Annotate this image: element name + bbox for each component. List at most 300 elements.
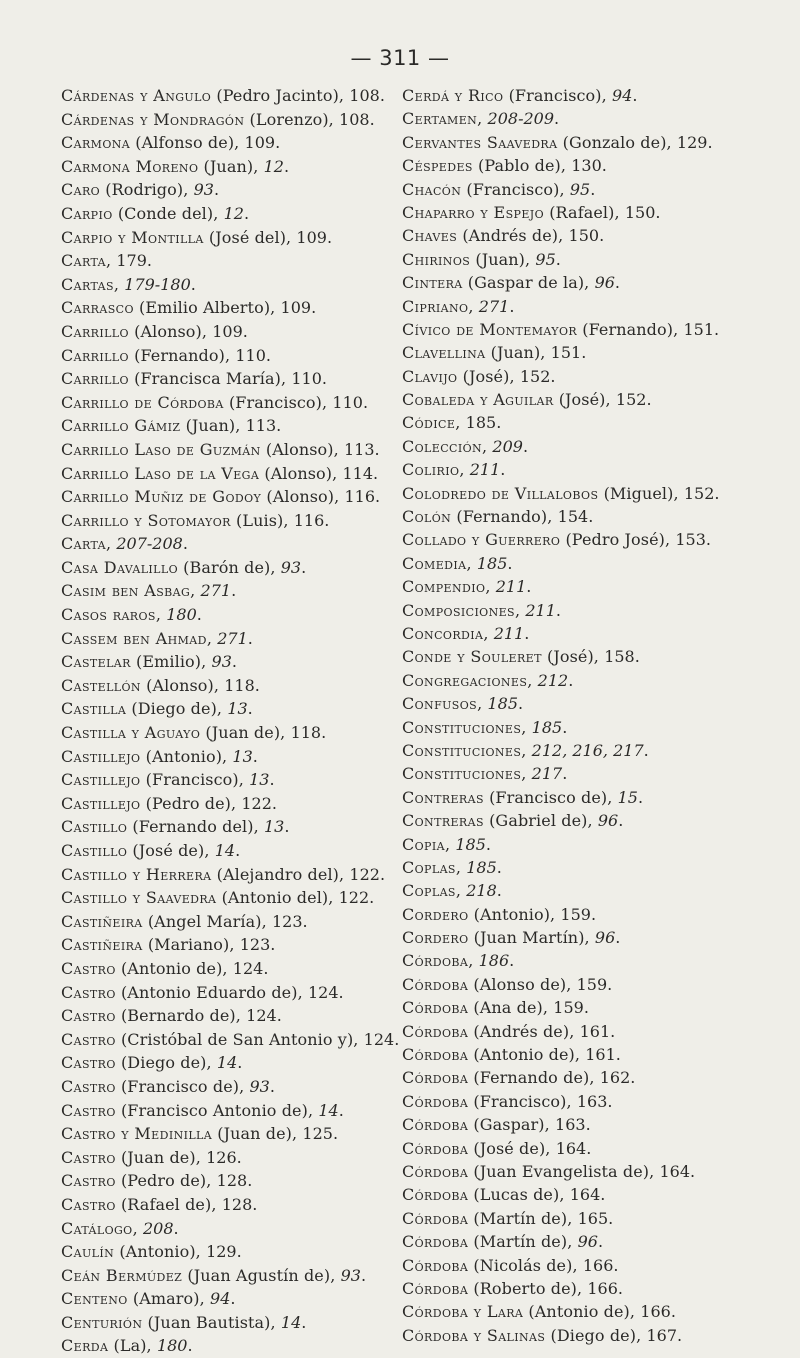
index-entry	[61, 226, 433, 250]
entry-page-ref: 211	[495, 577, 527, 597]
index-entry	[61, 1075, 433, 1099]
entry-end-punctuation: .	[196, 605, 202, 625]
entry-page-ref: 161	[579, 1021, 611, 1041]
entry-detail: (Juan),	[198, 156, 264, 176]
index-entry	[61, 1146, 433, 1170]
entry-name: Colirio	[402, 460, 460, 480]
index-entry	[61, 650, 433, 674]
entry-end-punctuation: .	[590, 179, 596, 199]
entry-page-ref: 109	[280, 298, 312, 318]
entry-page-ref: 152	[683, 483, 715, 503]
entry-end-punctuation: .	[362, 392, 369, 412]
entry-page-ref: 167	[646, 1325, 677, 1345]
entry-name: Castro y Medinilla	[61, 1124, 213, 1144]
entry-detail: ,	[132, 1218, 143, 1238]
entry-detail: (Amaro),	[127, 1289, 211, 1309]
entry-detail: (Fernando),	[577, 319, 684, 339]
index-entry	[402, 1254, 787, 1277]
entry-name: Catálogo	[61, 1218, 133, 1238]
entry-name: Carrillo Gámiz	[61, 416, 181, 436]
entry-name: Concordia	[402, 623, 484, 643]
index-entry	[402, 411, 787, 434]
entry-end-punctuation: .	[275, 133, 281, 153]
entry-detail: (Andrés de),	[468, 1021, 580, 1041]
index-entry	[402, 903, 787, 926]
entry-end-punctuation: .	[634, 647, 640, 667]
entry-detail: (Angel María),	[142, 911, 272, 931]
entry-page-ref: 124	[307, 982, 339, 1002]
entry-end-punctuation: .	[583, 998, 589, 1018]
entry-end-punctuation: .	[655, 202, 661, 222]
entry-detail: (Luis),	[230, 510, 294, 530]
index-entry	[61, 697, 433, 721]
entry-name: Colección	[402, 436, 483, 456]
entry-end-punctuation: .	[332, 1124, 339, 1144]
entry-name: Castro	[61, 1100, 116, 1120]
index-entry	[402, 1324, 787, 1347]
entry-detail: (Alejandro del),	[211, 864, 350, 884]
index-entry	[402, 505, 787, 528]
entry-end-punctuation: .	[369, 888, 375, 908]
entry-page-ref: 150	[624, 202, 656, 222]
index-entry	[402, 271, 787, 294]
entry-page-ref: 96	[597, 811, 619, 831]
entry-detail: (Alonso),	[260, 439, 344, 459]
entry-name: Casa Davalillo	[61, 557, 178, 577]
entry-detail: (Rafael),	[544, 202, 625, 222]
entry-page-ref: 12	[263, 156, 284, 176]
entry-end-punctuation: .	[338, 1100, 344, 1120]
entry-name: Córdoba	[402, 1208, 469, 1228]
index-entry	[402, 949, 787, 972]
entry-name: Chacón	[402, 179, 462, 199]
index-entry	[61, 1334, 433, 1358]
entry-detail: (Juan Agustín de),	[182, 1265, 341, 1285]
index-entry	[402, 1300, 787, 1323]
index-entry	[402, 645, 787, 668]
entry-page-ref: 185	[455, 834, 486, 854]
entry-end-punctuation: .	[617, 1278, 623, 1298]
entry-end-punctuation: .	[522, 436, 529, 456]
entry-detail: (José de),	[127, 841, 215, 860]
entry-name: Casim ben Asbag	[61, 581, 191, 601]
entry-end-punctuation: .	[265, 345, 271, 365]
entry-end-punctuation: .	[597, 1232, 604, 1252]
entry-page-ref: 118	[290, 723, 322, 743]
entry-detail: (Antonio de),	[523, 1302, 641, 1322]
index-entry	[402, 669, 787, 692]
entry-end-punctuation: .	[231, 581, 237, 601]
entry-page-ref: 108	[339, 109, 370, 129]
entry-name: Coplas	[402, 881, 456, 901]
index-entry	[61, 556, 433, 580]
entry-name: Chaves	[402, 226, 458, 246]
index-entry	[61, 462, 433, 486]
index-entry	[61, 202, 433, 226]
entry-end-punctuation: .	[601, 156, 607, 176]
entry-page-ref: 110	[291, 369, 322, 389]
entry-name: Collado y Guerrero	[402, 530, 561, 550]
entry-end-punctuation: .	[586, 1138, 592, 1158]
entry-name: Contreras	[402, 811, 484, 831]
entry-detail: ,	[483, 623, 494, 643]
entry-detail: (Alfonso de),	[130, 133, 245, 153]
entry-end-punctuation: .	[252, 1194, 258, 1214]
entry-detail: (Fernando de),	[468, 1068, 600, 1088]
page-number: — 311 —	[350, 46, 450, 70]
index-entry	[402, 926, 787, 949]
index-entry	[402, 482, 787, 505]
entry-end-punctuation: .	[632, 86, 638, 105]
entry-end-punctuation: .	[500, 460, 506, 480]
entry-page-ref: 128	[221, 1194, 253, 1214]
entry-name: Córdoba	[402, 1138, 469, 1158]
entry-end-punctuation: .	[518, 694, 524, 714]
entry-page-ref: 116	[293, 510, 325, 530]
entry-page-ref: 163	[576, 1091, 608, 1111]
entry-end-punctuation: .	[707, 132, 713, 152]
index-entry	[61, 532, 433, 556]
entry-end-punctuation: .	[242, 321, 248, 341]
entry-page-ref: 218	[466, 881, 497, 901]
entry-detail: (Conde del),	[112, 203, 224, 223]
entry-page-ref: 164	[555, 1138, 587, 1158]
index-entry	[61, 84, 433, 108]
entry-name: Castro	[61, 1194, 116, 1214]
entry-page-ref: 114	[342, 463, 374, 483]
entry-detail: (Pedro José),	[560, 530, 676, 550]
entry-page-ref: 209	[492, 436, 523, 456]
entry-end-punctuation: .	[509, 951, 515, 971]
entry-end-punctuation: .	[236, 1147, 242, 1167]
entry-page-ref: 186	[478, 951, 510, 971]
entry-detail: ,	[455, 413, 466, 433]
entry-detail: (Juan),	[180, 416, 246, 436]
index-entry	[402, 692, 787, 715]
entry-name: Córdoba	[402, 1045, 469, 1065]
entry-name: Castro	[61, 982, 116, 1002]
entry-page-ref: 159	[576, 974, 608, 994]
entry-end-punctuation: .	[243, 203, 250, 223]
entry-name: Córdoba	[402, 1278, 469, 1298]
entry-name: Cárdenas y Mondragón	[61, 109, 245, 129]
entry-detail: ,	[468, 296, 479, 316]
entry-detail: (Alonso de),	[468, 974, 577, 994]
entry-name: Castillo y Saavedra	[61, 888, 217, 908]
entry-name: Carrillo Laso de la Vega	[61, 463, 260, 483]
index-column-left	[61, 84, 433, 1358]
index-entry	[61, 1122, 433, 1146]
entry-page-ref: 96	[577, 1232, 598, 1252]
entry-name: Castilla	[61, 699, 127, 719]
index-entry	[402, 716, 787, 739]
entry-page-ref: 96	[594, 928, 616, 948]
index-entry	[402, 435, 787, 458]
entry-page-ref: 109	[244, 133, 276, 153]
entry-page-ref: 271	[478, 296, 510, 316]
entry-name: Castro	[61, 1147, 116, 1167]
entry-page-ref: 124	[232, 958, 264, 978]
entry-detail: (Antonio del),	[216, 888, 339, 908]
entry-page-ref: 122	[338, 888, 370, 908]
entry-end-punctuation: .	[496, 881, 502, 901]
entry-name: Composiciones	[402, 600, 515, 620]
entry-detail: ,	[113, 274, 125, 294]
entry-name: Carrillo y Sotomayor	[61, 510, 231, 530]
index-entry	[61, 603, 433, 627]
entry-page-ref: 93	[211, 652, 232, 672]
entry-end-punctuation: .	[555, 600, 562, 620]
index-entry	[402, 295, 787, 318]
entry-name: Clavellina	[402, 343, 486, 363]
entry-page-ref: 108	[349, 86, 380, 105]
entry-page-ref: 113	[245, 416, 277, 436]
entry-name: Chaparro y Espejo	[402, 202, 545, 222]
entry-detail: (Emilio Alberto),	[133, 298, 281, 318]
entry-name: Chirinos	[402, 249, 471, 269]
entry-page-ref: 166	[587, 1278, 618, 1298]
entry-name: Castiñeira	[61, 935, 143, 955]
entry-name: Castillo	[61, 817, 128, 837]
entry-detail: (Barón de),	[178, 557, 281, 577]
entry-name: Colón	[402, 507, 452, 527]
entry-page-ref: 14	[280, 1312, 302, 1332]
entry-detail: (José del),	[203, 227, 297, 247]
entry-detail: ,	[521, 740, 532, 760]
entry-detail: (Miguel),	[598, 483, 684, 503]
entry-name: Códice	[402, 413, 456, 433]
index-entry	[61, 674, 433, 698]
entry-detail: (José),	[553, 390, 616, 410]
entry-end-punctuation: .	[247, 628, 253, 648]
entry-page-ref: 152	[615, 390, 647, 410]
entry-end-punctuation: .	[375, 487, 381, 507]
entry-end-punctuation: .	[607, 1091, 613, 1111]
entry-detail: (Roberto de),	[468, 1278, 588, 1298]
entry-name: Cipriano	[402, 296, 469, 316]
entry-end-punctuation: .	[608, 1208, 614, 1228]
entry-name: Cervantes Saavedra	[402, 132, 558, 152]
entry-name: Cordero	[402, 904, 469, 924]
index-entry	[61, 249, 433, 273]
entry-detail: (José),	[541, 647, 605, 667]
index-entry	[402, 1043, 787, 1066]
entry-end-punctuation: .	[276, 416, 282, 436]
entry-end-punctuation: .	[550, 366, 556, 386]
entry-detail: ,	[468, 951, 479, 971]
index-entry	[61, 178, 433, 202]
entry-name: Casos raros	[61, 605, 156, 625]
entry-detail: (Francisco),	[503, 86, 613, 105]
entry-name: Córdoba	[402, 1232, 469, 1252]
entry-name: Cintera	[402, 273, 463, 293]
entry-name: Constituciones	[402, 764, 522, 784]
entry-detail: (Juan),	[485, 343, 551, 363]
entry-detail: ,	[521, 764, 532, 784]
entry-name: Cassem ben Ahmad	[61, 628, 207, 648]
entry-detail: ,	[206, 628, 218, 648]
entry-name: Cerda	[61, 1336, 109, 1356]
entry-detail: ,	[190, 581, 201, 601]
entry-name: Córdoba	[402, 951, 469, 971]
entry-detail: (Diego de),	[545, 1325, 647, 1345]
index-entry	[402, 458, 787, 481]
entry-detail: (Emilio),	[130, 652, 212, 672]
entry-page-ref: 96	[594, 273, 615, 293]
entry-detail: (Francisco),	[140, 770, 250, 790]
entry-detail: (Mariano),	[142, 935, 240, 955]
entry-detail: (Francisco de),	[115, 1076, 250, 1096]
entry-detail: (Antonio de),	[115, 958, 233, 978]
entry-end-punctuation: .	[670, 1302, 676, 1322]
entry-end-punctuation: .	[394, 1029, 400, 1049]
entry-name: Carrillo Muñiz de Godoy	[61, 487, 262, 507]
index-entry	[61, 1051, 433, 1075]
index-entry	[61, 155, 433, 179]
entry-end-punctuation: .	[613, 1255, 619, 1275]
entry-end-punctuation: .	[618, 811, 624, 831]
entry-name: Cerdá y Rico	[402, 86, 504, 105]
index-entry	[402, 833, 787, 856]
entry-end-punctuation: .	[526, 577, 532, 597]
index-entry	[61, 131, 433, 155]
entry-page-ref: 124	[363, 1029, 395, 1049]
entry-name: Colodredo de Villalobos	[402, 483, 599, 503]
entry-detail: ,	[485, 577, 496, 597]
entry-end-punctuation: .	[646, 390, 652, 410]
index-entry	[402, 1183, 787, 1206]
entry-detail: ,	[477, 694, 488, 714]
index-entry	[61, 296, 433, 320]
entry-page-ref: 109	[212, 321, 243, 341]
entry-end-punctuation: .	[237, 1053, 243, 1073]
index-entry	[402, 996, 787, 1019]
index-column-right	[402, 84, 787, 1347]
entry-name: Córdoba	[402, 998, 469, 1018]
index-entry	[61, 414, 433, 438]
entry-page-ref: 13	[263, 817, 285, 837]
entry-detail: (Antonio),	[468, 904, 561, 924]
entry-page-ref: 166	[582, 1255, 614, 1275]
entry-detail: ,	[482, 436, 493, 456]
entry-page-ref: 130	[571, 156, 602, 176]
entry-detail: ,	[455, 881, 467, 901]
entry-page-ref: 159	[560, 904, 591, 924]
entry-end-punctuation: .	[485, 834, 491, 854]
index-entry	[402, 1090, 787, 1113]
entry-detail: ,	[477, 109, 488, 129]
entry-page-ref: 179	[116, 251, 147, 271]
entry-page-ref: 128	[216, 1171, 248, 1191]
entry-name: Caulín	[61, 1242, 115, 1262]
entry-page-ref: 124	[246, 1006, 277, 1026]
index-entry	[402, 1160, 787, 1183]
entry-name: Carrillo	[61, 321, 129, 341]
entry-detail: (Alonso),	[140, 675, 225, 695]
entry-end-punctuation: .	[637, 787, 644, 807]
entry-end-punctuation: .	[507, 553, 513, 573]
entry-name: Castilla y Aguayo	[61, 723, 201, 743]
entry-detail: (Antonio),	[140, 746, 233, 766]
entry-detail: (Rafael de),	[115, 1194, 222, 1214]
entry-detail: (Diego de),	[126, 699, 228, 719]
entry-end-punctuation: .	[496, 857, 502, 877]
entry-detail: (Francisco Antonio de),	[115, 1100, 319, 1120]
entry-page-ref: 151	[683, 319, 715, 339]
entry-detail: (Martín de),	[468, 1208, 578, 1228]
entry-page-ref: 118	[224, 675, 255, 695]
entry-page-ref: 113	[343, 439, 375, 459]
entry-name: Castro	[61, 1171, 116, 1191]
entry-detail: (Diego de),	[115, 1053, 217, 1073]
entry-name: Centurión	[61, 1312, 143, 1332]
entry-page-ref: 151	[550, 343, 582, 363]
entry-detail: (Ana de),	[468, 998, 554, 1018]
entry-detail: (Lorenzo),	[244, 109, 340, 129]
entry-page-ref: 123	[271, 911, 303, 931]
entry-name: Castillejo	[61, 793, 141, 813]
entry-page-ref: 122	[349, 864, 380, 884]
entry-end-punctuation: .	[338, 982, 344, 1002]
entry-end-punctuation: .	[585, 1115, 591, 1135]
entry-page-ref: 185	[466, 857, 497, 877]
entry-end-punctuation: .	[230, 1289, 236, 1309]
index-entry	[402, 1020, 787, 1043]
index-entry	[402, 809, 787, 832]
entry-name: Castro	[61, 1053, 116, 1073]
entry-page-ref: 165	[577, 1208, 609, 1228]
entry-end-punctuation: .	[705, 530, 711, 550]
index-entry	[402, 528, 787, 551]
entry-end-punctuation: .	[321, 723, 327, 743]
index-entry	[402, 1137, 787, 1160]
entry-detail: (Juan Evangelista de),	[468, 1161, 660, 1181]
entry-name: Carrillo Laso de Guzmán	[61, 439, 261, 459]
entry-end-punctuation: .	[190, 274, 196, 294]
entry-detail: (Pedro de),	[115, 1171, 217, 1191]
entry-name: Ceán Bermúdez	[61, 1265, 183, 1285]
entry-end-punctuation: .	[269, 770, 275, 790]
entry-page-ref: 212	[537, 670, 569, 690]
entry-end-punctuation: .	[509, 296, 515, 316]
entry-page-ref: 93	[340, 1265, 361, 1285]
entry-detail: ,	[521, 717, 532, 737]
entry-detail: (Cristóbal de San Antonio y),	[115, 1029, 364, 1049]
index-entry	[402, 973, 787, 996]
entry-page-ref: 95	[535, 249, 556, 269]
entry-end-punctuation: .	[562, 764, 568, 784]
index-entry	[61, 391, 433, 415]
entry-end-punctuation: .	[284, 817, 290, 837]
entry-detail: (Alonso),	[261, 487, 345, 507]
entry-name: Centeno	[61, 1289, 128, 1309]
entry-page-ref: 208	[142, 1218, 174, 1238]
entry-detail: ,	[105, 251, 117, 271]
entry-name: Castillejo	[61, 770, 141, 790]
index-entry	[61, 768, 433, 792]
index-entry	[61, 1169, 433, 1193]
index-entry	[402, 84, 787, 107]
entry-name: Carmona	[61, 133, 131, 153]
index-entry	[61, 367, 433, 391]
entry-end-punctuation: .	[614, 273, 621, 293]
entry-end-punctuation: .	[326, 227, 333, 247]
entry-name: Confusos	[402, 694, 478, 714]
entry-end-punctuation: .	[562, 717, 568, 737]
entry-page-ref: 93	[280, 557, 302, 577]
entry-name: Córdoba	[402, 1068, 469, 1088]
entry-page-ref: 126	[206, 1147, 237, 1167]
